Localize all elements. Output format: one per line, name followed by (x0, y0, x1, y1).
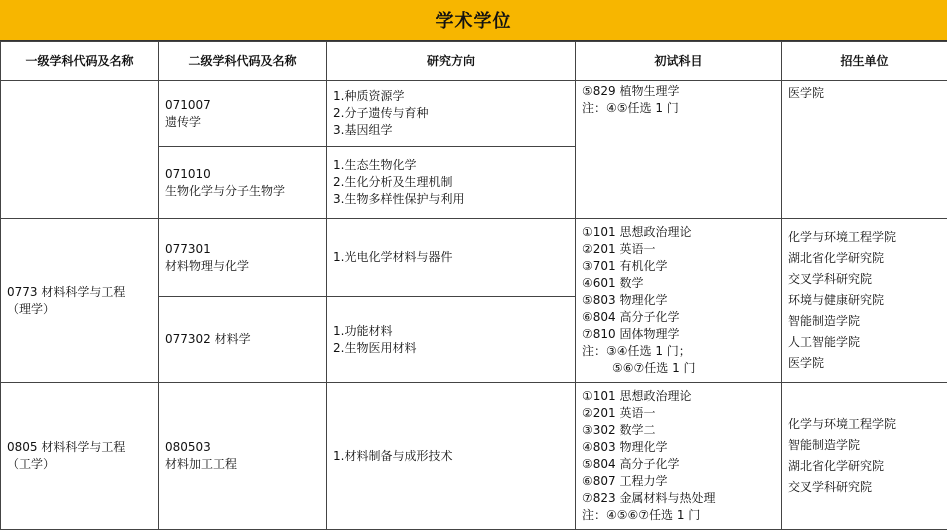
first-level-cell (1, 383, 159, 530)
subject-item: ⑥804 高分子化学 (582, 310, 680, 324)
direction-item: 3.基因组学 (333, 123, 393, 137)
unit-item: 人工智能学院 (788, 335, 861, 349)
unit-item: 交叉学科研究院 (788, 272, 873, 286)
direction-cell (327, 219, 576, 297)
unit-item: 环境与健康研究院 (788, 293, 885, 307)
second-level-name: 材料物理与化学 (165, 258, 250, 273)
unit-item: 交叉学科研究院 (788, 480, 873, 494)
subject-item: ②201 英语一 (582, 406, 656, 420)
subject-note: 注：③④任选 1 门； (582, 344, 691, 358)
direction-cell (327, 81, 576, 147)
direction-cell (327, 147, 576, 219)
second-level-code: 071010 (165, 166, 211, 181)
unit-cell (782, 81, 947, 219)
subject-item: ⑥807 工程力学 (582, 474, 668, 488)
unit-item: 湖北省化学研究院 (788, 459, 885, 473)
second-level-name: 生物化学与分子生物学 (165, 183, 286, 198)
header-row (1, 42, 947, 81)
subject-item: ②201 英语一 (582, 242, 656, 256)
unit-cell (782, 383, 947, 530)
first-level-note: （理学） (7, 301, 56, 316)
unit-item: 医学院 (788, 86, 825, 100)
section-title-bar (0, 0, 947, 41)
subject-note: 注：④⑤⑥⑦任选 1 门 (582, 508, 701, 522)
subject-item: ⑤804 高分子化学 (582, 457, 680, 471)
section-title: 学术学位 (435, 11, 512, 32)
subject-item: ④601 数学 (582, 276, 644, 290)
table-row (1, 81, 947, 147)
table-row (1, 383, 947, 530)
subject-note: 注：④⑤任选 1 门 (582, 101, 679, 115)
second-level-code: 077301 (165, 241, 211, 256)
header-first-level: 一级学科代码及名称 (1, 42, 159, 81)
subjects-cell (576, 219, 782, 383)
unit-item: 智能制造学院 (788, 314, 861, 328)
subject-item: ③302 数学二 (582, 423, 656, 437)
direction-cell (327, 297, 576, 383)
subject-item: ①101 思想政治理论 (582, 225, 692, 239)
second-level-code: 071007 (165, 97, 211, 112)
subject-item: ⑤803 物理化学 (582, 293, 668, 307)
subject-item: ①101 思想政治理论 (582, 389, 692, 403)
direction-item: 1.种质资源学 (333, 89, 405, 103)
second-level-cell (159, 219, 327, 297)
first-level-code: 0773 材料科学与工程 (7, 284, 126, 299)
subject-item: ③701 有机化学 (582, 259, 668, 273)
unit-item: 化学与环境工程学院 (788, 230, 897, 244)
subjects-cell (576, 383, 782, 530)
table-row (1, 219, 947, 297)
second-level-cell (159, 383, 327, 530)
first-level-cell (1, 219, 159, 383)
direction-cell (327, 383, 576, 530)
unit-item: 智能制造学院 (788, 438, 861, 452)
direction-item: 3.生物多样性保护与利用 (333, 192, 465, 206)
header-unit: 招生单位 (782, 42, 947, 81)
first-level-code: 0805 材料科学与工程 (7, 440, 126, 454)
subject-item: ④803 物理化学 (582, 440, 668, 454)
second-level-cell: 077302 材料学 (159, 297, 327, 383)
unit-cell (782, 219, 947, 383)
second-level-code: 080503 (165, 440, 211, 454)
unit-item: 医学院 (788, 356, 825, 370)
second-level-cell (159, 147, 327, 219)
program-table (0, 41, 947, 530)
direction-item: 1.生态生物化学 (333, 158, 417, 172)
header-subjects: 初试科目 (576, 42, 782, 81)
first-level-note: （工学） (7, 457, 56, 471)
direction-item: 1.光电化学材料与器件 (333, 250, 453, 264)
second-level-name: 遗传学 (165, 114, 202, 129)
header-direction: 研究方向 (327, 42, 576, 81)
direction-item: 2.生化分析及生理机制 (333, 175, 453, 189)
subject-item: ⑦823 金属材料与热处理 (582, 491, 716, 505)
direction-item: 2.分子遗传与育种 (333, 106, 429, 120)
unit-item: 化学与环境工程学院 (788, 417, 897, 431)
first-level-cell (1, 81, 159, 219)
subjects-cell (576, 81, 782, 219)
unit-item: 湖北省化学研究院 (788, 251, 885, 265)
second-level-name: 材料加工工程 (165, 457, 238, 471)
header-second-level: 二级学科代码及名称 (159, 42, 327, 81)
direction-item: 1.材料制备与成形技术 (333, 448, 453, 463)
second-level-cell (159, 81, 327, 147)
direction-item: 1.功能材料 (333, 323, 393, 338)
direction-item: 2.生物医用材料 (333, 340, 417, 355)
subject-note-continued: ⑤⑥⑦任选 1 门 (612, 361, 696, 375)
subject-item: ⑤829 植物生理学 (582, 84, 680, 98)
subject-item: ⑦810 固体物理学 (582, 327, 680, 341)
